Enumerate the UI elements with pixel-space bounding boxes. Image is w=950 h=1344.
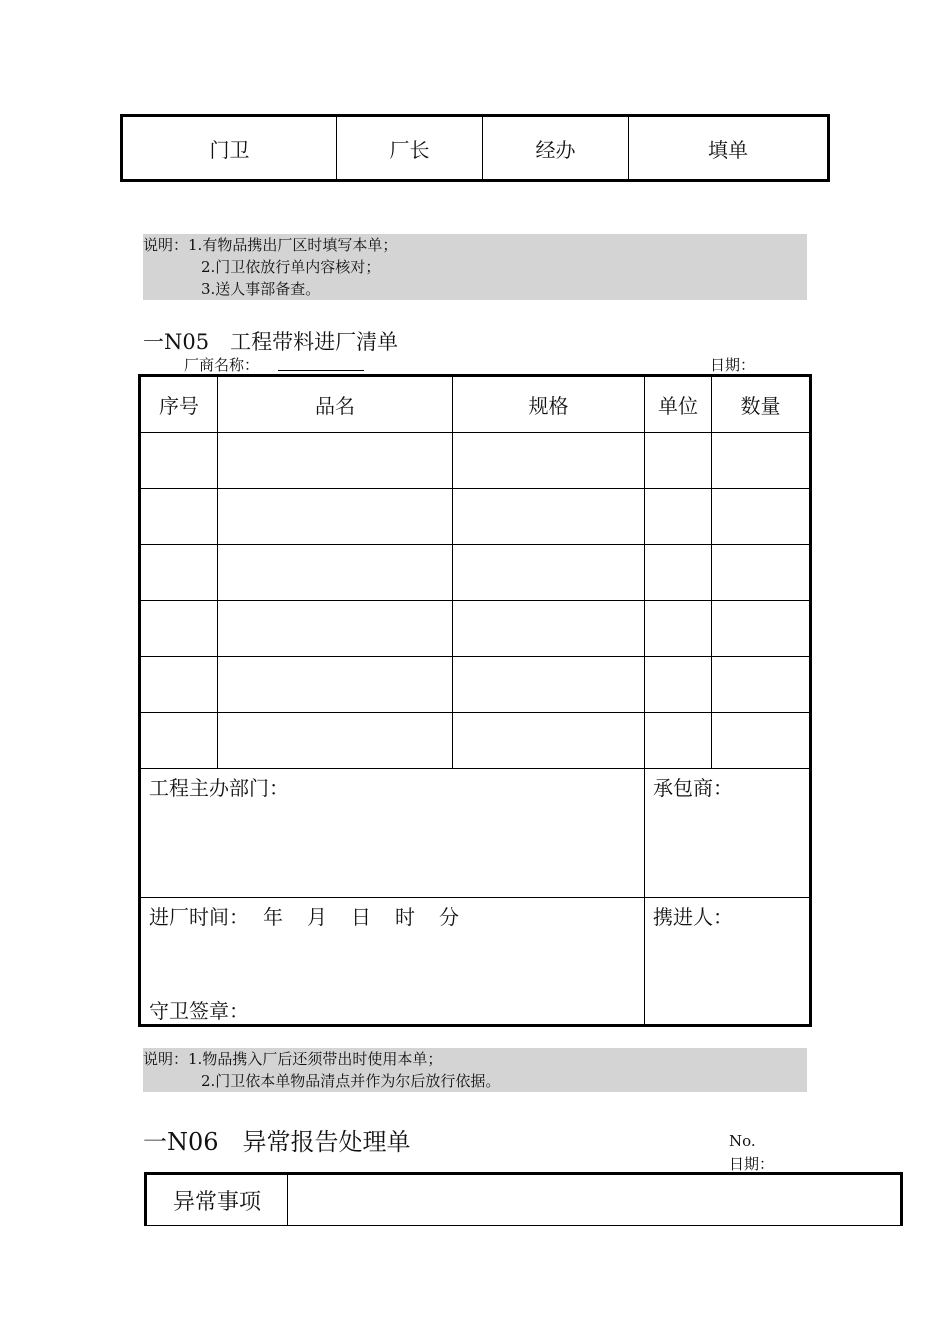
- table-cell[interactable]: [453, 433, 645, 489]
- contractor-cell[interactable]: [645, 769, 811, 898]
- sig-cell-filler: 填单: [629, 116, 829, 181]
- table-cell[interactable]: [645, 489, 712, 545]
- entry-row: [140, 898, 811, 1026]
- table-cell[interactable]: [140, 489, 218, 545]
- table-row: [140, 713, 811, 769]
- vendor-field[interactable]: [278, 370, 364, 371]
- note-line: 1.有物品携出厂区时填写本单；: [188, 236, 398, 254]
- table-cell[interactable]: [140, 657, 218, 713]
- unit-day: 日: [351, 905, 371, 929]
- dept-row: [140, 769, 811, 898]
- table-row: [140, 545, 811, 601]
- entry-time-line: [149, 901, 459, 930]
- table-cell[interactable]: [645, 433, 712, 489]
- table-cell[interactable]: [218, 713, 453, 769]
- table-cell[interactable]: [712, 489, 811, 545]
- dept-cell[interactable]: [140, 769, 645, 898]
- table-cell[interactable]: [645, 601, 712, 657]
- sig-cell-director: 厂长: [337, 116, 483, 181]
- exception-item-field[interactable]: [288, 1174, 902, 1226]
- table-cell[interactable]: [453, 601, 645, 657]
- note-label: 说明：: [143, 236, 189, 254]
- table-row: [140, 433, 811, 489]
- table-cell[interactable]: [140, 601, 218, 657]
- col-header: 序号: [140, 376, 218, 433]
- table-cell[interactable]: [453, 713, 645, 769]
- dept-label: 工程主办部门：: [149, 776, 289, 800]
- table-row: [140, 601, 811, 657]
- table-header-row: [140, 376, 811, 433]
- table-cell[interactable]: [218, 433, 453, 489]
- signature-table: [120, 114, 830, 182]
- note-line: 3.送人事部备查。: [201, 280, 321, 298]
- table-cell[interactable]: [712, 433, 811, 489]
- table-cell[interactable]: [218, 657, 453, 713]
- note-line: 2.门卫依放行单内容核对；: [201, 258, 381, 276]
- table-cell[interactable]: [140, 713, 218, 769]
- date-label: 日期：: [729, 1155, 775, 1173]
- entry-time-label: 进厂时间：: [149, 905, 249, 929]
- table-cell[interactable]: [712, 713, 811, 769]
- contractor-label: 承包商：: [653, 776, 733, 800]
- note-line: 2.门卫依本单物品清点并作为尔后放行依据。: [201, 1072, 501, 1090]
- unit-hour: 时: [395, 905, 415, 929]
- table-row: [140, 489, 811, 545]
- col-header: 数量: [712, 376, 811, 433]
- unit-minute: 分: [439, 905, 459, 929]
- table-cell[interactable]: [140, 433, 218, 489]
- table-cell[interactable]: [453, 545, 645, 601]
- note-label: 说明：: [143, 1050, 189, 1068]
- col-header: 规格: [453, 376, 645, 433]
- table-cell[interactable]: [453, 489, 645, 545]
- note-box-2: [143, 1048, 807, 1092]
- no-label: No.: [729, 1132, 756, 1150]
- form-title: 一N06 异常报告处理单: [143, 1128, 411, 1156]
- sig-cell-guard: 门卫: [122, 116, 337, 181]
- note-line: 1.物品携入厂后还须带出时使用本单；: [188, 1050, 443, 1068]
- table-cell[interactable]: [140, 545, 218, 601]
- form-title: 一N05 工程带料进厂清单: [143, 330, 399, 354]
- date-label: 日期：: [710, 356, 756, 374]
- inbound-material-table: [138, 374, 812, 1027]
- table-cell[interactable]: [453, 657, 645, 713]
- unit-year: 年: [263, 905, 283, 929]
- table-cell[interactable]: [645, 657, 712, 713]
- table-cell[interactable]: [712, 657, 811, 713]
- carrier-cell[interactable]: [645, 898, 811, 1026]
- table-cell[interactable]: [712, 601, 811, 657]
- table-cell[interactable]: [712, 545, 811, 601]
- col-header: 单位: [645, 376, 712, 433]
- table-row: [140, 657, 811, 713]
- table-cell[interactable]: [645, 545, 712, 601]
- exception-report-table: [144, 1172, 903, 1226]
- note-box-1: [143, 234, 807, 300]
- table-cell[interactable]: [218, 489, 453, 545]
- guard-label: 守卫签章：: [149, 999, 249, 1023]
- table-cell[interactable]: [218, 601, 453, 657]
- carrier-label: 携进人：: [653, 905, 733, 929]
- exception-item-label: 异常事项: [146, 1174, 288, 1226]
- col-header: 品名: [218, 376, 453, 433]
- unit-month: 月: [307, 905, 327, 929]
- table-cell[interactable]: [645, 713, 712, 769]
- entry-cell[interactable]: [140, 898, 645, 1026]
- vendor-label: 厂商名称：: [184, 356, 260, 374]
- sig-cell-handler: 经办: [483, 116, 629, 181]
- table-cell[interactable]: [218, 545, 453, 601]
